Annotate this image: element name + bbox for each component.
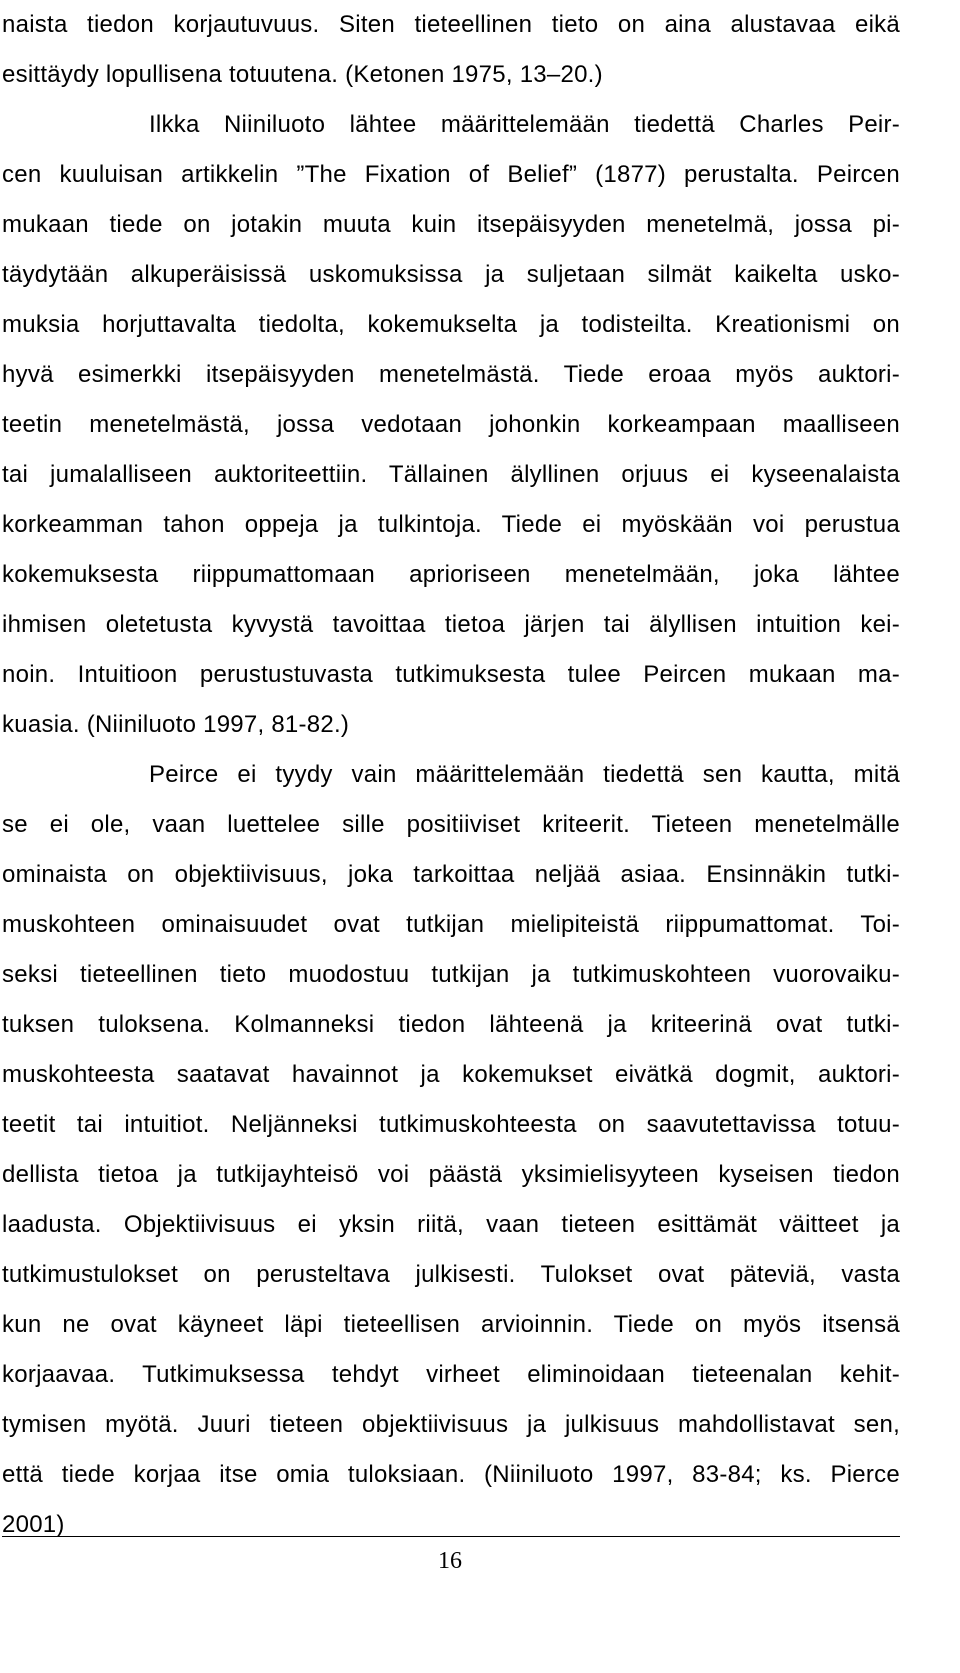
body-text <box>2 0 900 1550</box>
page-number: 16 <box>438 1548 462 1574</box>
text-line: korjaavaa. Tutkimuksessa tehdyt virheet eliminoidaan tieteenalan kehit- <box>2 1361 900 1388</box>
text-line: tai jumalalliseen auktoriteettiin. Tällainen älyllinen orjuus ei kyseenalaista <box>2 461 900 488</box>
text-line: tuksen tuloksena. Kolmanneksi tiedon lähteenä ja kriteerinä ovat tutki- <box>2 1011 900 1038</box>
text-line: täydytään alkuperäisissä uskomuksissa ja suljetaan silmät kaikelta usko- <box>2 261 900 288</box>
text-line: että tiede korjaa itse omia tuloksiaan. (Niiniluoto 1997, 83-84; ks. Pierce <box>2 1461 900 1488</box>
text-line: muskohteen ominaisuudet ovat tutkijan mielipiteistä riippumattomat. Toi- <box>2 911 900 938</box>
text-line: muskohteesta saatavat havainnot ja kokemukset eivätkä dogmit, auktori- <box>2 1061 900 1088</box>
text-line: noin. Intuitioon perustustuvasta tutkimuksesta tulee Peircen mukaan ma- <box>2 661 900 688</box>
text-line: kun ne ovat käyneet läpi tieteellisen arvioinnin. Tiede on myös itsensä <box>2 1311 900 1338</box>
text-line: mukaan tiede on jotakin muuta kuin itsepäisyyden menetelmä, jossa pi- <box>2 211 900 238</box>
text-line: naista tiedon korjautuvuus. Siten tieteellinen tieto on aina alustavaa eikä <box>2 11 900 38</box>
text-line: muksia horjuttavalta tiedolta, kokemukselta ja todisteilta. Kreationismi on <box>2 311 900 338</box>
text-line: Ilkka Niiniluoto lähtee määrittelemään tiedettä Charles Peir- <box>149 111 900 138</box>
text-line: korkeamman tahon oppeja ja tulkintoja. Tiede ei myöskään voi perustua <box>2 511 900 538</box>
text-line: Peirce ei tyydy vain määrittelemään tiedettä sen kautta, mitä <box>149 761 900 788</box>
text-line: hyvä esimerkki itsepäisyyden menetelmästä. Tiede eroaa myös auktori- <box>2 361 900 388</box>
text-line: tymisen myötä. Juuri tieteen objektiivisuus ja julkisuus mahdollistavat sen, <box>2 1411 900 1438</box>
text-line: ihmisen oletetusta kyvystä tavoittaa tietoa järjen tai älyllisen intuition kei- <box>2 611 900 638</box>
text-line: teetit tai intuitiot. Neljänneksi tutkimuskohteesta on saavutettavissa totuu- <box>2 1111 900 1138</box>
text-line: dellista tietoa ja tutkijayhteisö voi päästä yksimielisyyteen kyseisen tiedon <box>2 1161 900 1188</box>
footer-divider <box>2 1536 900 1537</box>
text-line: ominaista on objektiivisuus, joka tarkoittaa neljää asiaa. Ensinnäkin tutki- <box>2 861 900 888</box>
text-line: se ei ole, vaan luettelee sille positiiviset kriteerit. Tieteen menetelmälle <box>2 811 900 838</box>
text-line: seksi tieteellinen tieto muodostuu tutkijan ja tutkimuskohteen vuorovaiku- <box>2 961 900 988</box>
text-line: kokemuksesta riippumattomaan aprioriseen menetelmään, joka lähtee <box>2 561 900 588</box>
text-line: cen kuuluisan artikkelin ”The Fixation of Belief” (1877) perustalta. Peircen <box>2 161 900 188</box>
text-line: 2001) <box>2 1511 65 1538</box>
text-line: tutkimustulokset on perusteltava julkisesti. Tulokset ovat päteviä, vasta <box>2 1261 900 1288</box>
text-line: esittäydy lopullisena totuutena. (Ketonen 1975, 13–20.) <box>2 61 603 88</box>
text-line: kuasia. (Niiniluoto 1997, 81-82.) <box>2 711 350 738</box>
text-line: laadusta. Objektiivisuus ei yksin riitä, vaan tieteen esittämät väitteet ja <box>2 1211 900 1238</box>
text-line: teetin menetelmästä, jossa vedotaan johonkin korkeampaan maalliseen <box>2 411 900 438</box>
